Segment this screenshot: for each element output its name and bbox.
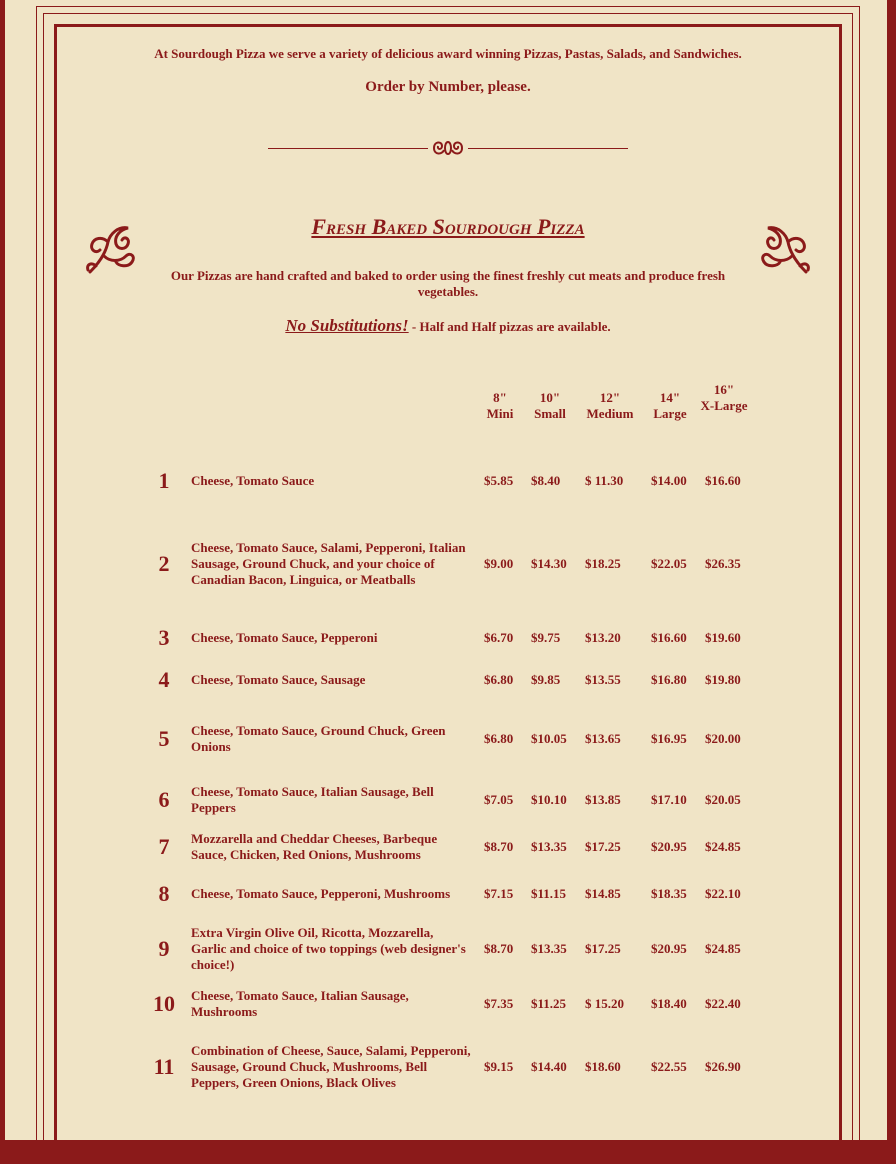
pizza-description: Extra Virgin Olive Oil, Ricotta, Mozzarella, Garlic and choice of two toppings (web designer's choice!)	[191, 925, 466, 972]
no-substitutions-label: No Substitutions!	[285, 316, 409, 335]
price-cell: $18.60	[585, 1059, 621, 1074]
section-description: Our Pizzas are hand crafted and baked to order using the finest freshly cut meats and produce fresh vegetables.	[170, 268, 726, 299]
price-cell: $6.80	[484, 672, 514, 687]
price-cell: $16.60	[651, 630, 687, 645]
price-cell: $7.35	[484, 996, 514, 1011]
pizza-number: 11	[153, 1054, 175, 1079]
pizza-number: 9	[158, 936, 170, 961]
price-cell: $18.25	[585, 556, 621, 571]
price-cell: $26.90	[705, 1059, 741, 1074]
pizza-description: Cheese, Tomato Sauce	[191, 473, 315, 488]
pizza-row	[0, 874, 896, 914]
price-cell: $8.70	[484, 839, 514, 854]
price-cell: $ 11.30	[585, 473, 624, 488]
price-cell: $17.10	[651, 792, 687, 807]
price-cell: $13.65	[585, 731, 621, 746]
size-name: Medium	[586, 406, 634, 421]
price-cell: $13.35	[531, 839, 567, 854]
price-cell: $6.70	[484, 630, 514, 645]
pizza-number: 5	[158, 726, 170, 751]
pizza-number: 7	[158, 834, 170, 859]
pizza-description: Mozzarella and Cheddar Cheeses, Barbeque Sauce, Chicken, Red Onions, Mushrooms	[191, 831, 438, 862]
pizza-row	[0, 458, 896, 504]
size-header-x-large	[700, 382, 748, 414]
size-inches: 8"	[493, 390, 507, 405]
price-cell: $13.35	[531, 941, 567, 956]
pizza-row	[0, 828, 896, 866]
price-cell: $20.05	[705, 792, 741, 807]
price-cell: $9.85	[531, 672, 561, 687]
pizza-number: 1	[158, 468, 170, 493]
price-cell: $14.00	[651, 473, 687, 488]
size-inches: 14"	[659, 390, 681, 405]
price-cell: $13.85	[585, 792, 621, 807]
size-header-medium	[580, 390, 640, 422]
pizza-description: Cheese, Tomato Sauce, Italian Sausage, Bell Peppers	[191, 784, 434, 815]
size-name: X-Large	[700, 398, 748, 413]
price-cell: $20.00	[705, 731, 741, 746]
price-cell: $19.80	[705, 672, 741, 687]
size-header-small	[526, 390, 574, 422]
size-inches: 10"	[539, 390, 561, 405]
price-cell: $10.05	[531, 731, 567, 746]
half-and-half-note: - Half and Half pizzas are available.	[408, 319, 611, 334]
pizza-row	[0, 664, 896, 696]
pizza-row	[0, 622, 896, 654]
size-name: Mini	[486, 406, 514, 421]
price-cell: $26.35	[705, 556, 741, 571]
price-cell: $22.55	[651, 1059, 687, 1074]
pizza-number: 8	[158, 881, 170, 906]
price-cell: $18.35	[651, 886, 687, 901]
pizza-description: Cheese, Tomato Sauce, Ground Chuck, Green Onions	[191, 723, 446, 754]
scroll-ornament-icon	[432, 138, 464, 158]
pizza-number: 6	[158, 787, 170, 812]
size-inches: 16"	[713, 382, 735, 397]
size-name: Small	[534, 406, 566, 421]
size-inches: 12"	[599, 390, 621, 405]
price-cell: $13.55	[585, 672, 621, 687]
price-cell: $8.70	[484, 941, 514, 956]
price-cell: $5.85	[484, 473, 514, 488]
price-cell: $11.25	[531, 996, 567, 1011]
price-cell: $8.40	[531, 473, 561, 488]
pizza-row	[0, 922, 896, 976]
price-cell: $24.85	[705, 839, 741, 854]
price-cell: $22.10	[705, 886, 741, 901]
pizza-number: 4	[158, 667, 170, 692]
price-cell: $13.20	[585, 630, 621, 645]
price-cell: $7.05	[484, 792, 514, 807]
price-cell: $10.10	[531, 792, 567, 807]
price-cell: $6.80	[484, 731, 514, 746]
price-cell: $14.40	[531, 1059, 567, 1074]
price-cell: $9.15	[484, 1059, 514, 1074]
price-cell: $19.60	[705, 630, 741, 645]
price-cell: $20.95	[651, 839, 687, 854]
price-cell: $18.40	[651, 996, 687, 1011]
price-cell: $11.15	[531, 886, 567, 901]
price-cell: $14.30	[531, 556, 567, 571]
pizza-description: Cheese, Tomato Sauce, Italian Sausage, Mushrooms	[191, 988, 409, 1019]
pizza-description: Cheese, Tomato Sauce, Salami, Pepperoni, Italian Sausage, Ground Chuck, and your choice of Canadian Bacon, Linguica, or Meatballs	[191, 540, 466, 587]
price-cell: $14.85	[585, 886, 621, 901]
pizza-description: Cheese, Tomato Sauce, Pepperoni, Mushrooms	[191, 886, 451, 901]
price-cell: $20.95	[651, 941, 687, 956]
size-name: Large	[653, 406, 687, 421]
pizza-row	[0, 776, 896, 824]
size-header-large	[646, 390, 694, 422]
price-cell: $16.80	[651, 672, 687, 687]
pizza-row	[0, 1038, 896, 1096]
pizza-row	[0, 530, 896, 598]
section-divider	[268, 138, 628, 158]
pizza-description: Cheese, Tomato Sauce, Pepperoni	[191, 630, 378, 645]
price-cell: $ 15.20	[585, 996, 624, 1011]
section-title: Fresh Baked Sourdough Pizza	[311, 214, 585, 239]
pizza-row	[0, 984, 896, 1024]
pizza-row	[0, 710, 896, 768]
price-cell: $22.40	[705, 996, 741, 1011]
pizza-description: Cheese, Tomato Sauce, Sausage	[191, 672, 366, 687]
pizza-number: 2	[158, 551, 170, 576]
order-instruction: Order by Number, please.	[365, 79, 531, 95]
price-cell: $7.15	[484, 886, 514, 901]
pizza-description: Combination of Cheese, Sauce, Salami, Pepperoni, Sausage, Ground Chuck, Mushrooms, Bell Peppers, Green Onions, Black Olives	[191, 1043, 471, 1090]
pizza-number: 10	[153, 991, 175, 1016]
pizza-number: 3	[158, 625, 170, 650]
price-cell: $17.25	[585, 941, 621, 956]
price-cell: $16.95	[651, 731, 687, 746]
price-cell: $17.25	[585, 839, 621, 854]
price-cell: $24.85	[705, 941, 741, 956]
price-cell: $22.05	[651, 556, 687, 571]
price-cell: $16.60	[705, 473, 741, 488]
substitution-note	[60, 316, 836, 336]
price-cell: $9.00	[484, 556, 514, 571]
intro-text: At Sourdough Pizza we serve a variety of delicious award winning Pizzas, Pastas, Salads, and Sandwiches.	[154, 46, 742, 61]
size-header-mini	[476, 390, 524, 422]
price-cell: $9.75	[531, 630, 561, 645]
